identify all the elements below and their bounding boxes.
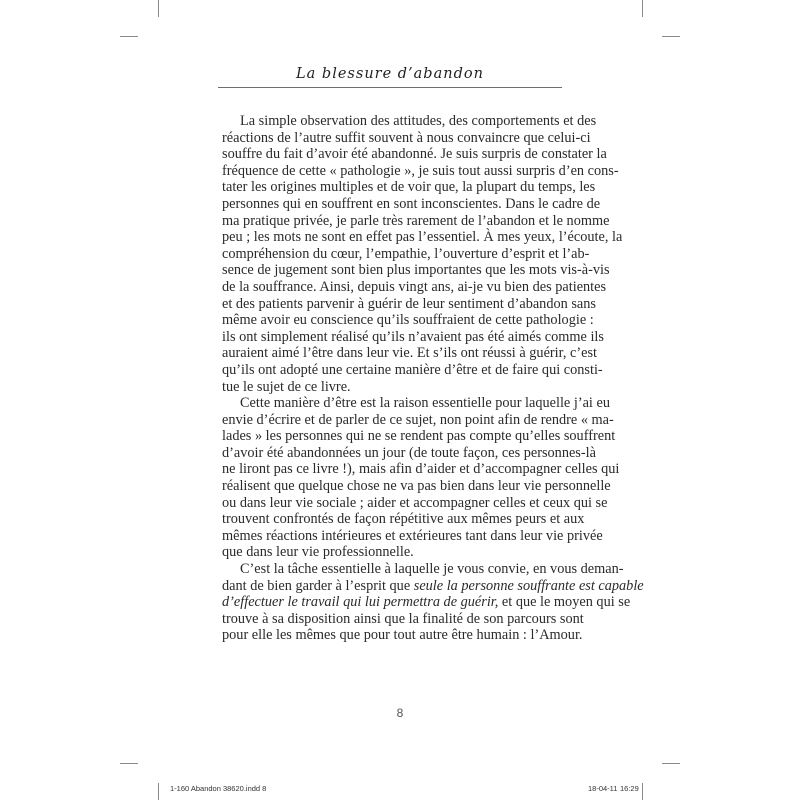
header-rule (218, 87, 562, 88)
text-line (222, 594, 631, 611)
text-line: auraient aimé l’être dans leur vie. Et s’ils ont réussi à guérir, c’est (222, 345, 597, 362)
body-text (222, 113, 644, 644)
text-line: pour elle les mêmes que pour tout autre être humain : l’Amour. (222, 627, 583, 644)
text-line: ma pratique privée, je parle très rarement de l’abandon et le nomme (222, 212, 610, 229)
text-line: Cette manière d’être est la raison essentielle pour laquelle j’ai eu (240, 395, 610, 412)
paragraph-2 (222, 395, 620, 561)
page-number: 8 (396, 706, 404, 720)
text-line (222, 577, 644, 595)
crop-mark-bottom-right-horizontal (662, 763, 680, 764)
crop-mark-top-right-vertical (642, 0, 643, 17)
text-line: trouve à sa disposition ainsi que la finalité de son parcours sont (222, 610, 584, 627)
text-run: et que le moyen qui se (498, 594, 631, 611)
text-line: peu ; les mots ne sont en effet pas l’essentiel. À mes yeux, l’écoute, la (222, 229, 623, 246)
text-line: C’est la tâche essentielle à laquelle je vous convie, en vous deman- (240, 561, 624, 578)
text-line: qu’ils ont adopté une certaine manière d’être et de faire qui consti- (222, 361, 603, 378)
text-line: même avoir eu conscience qu’ils souffraient de cette pathologie : (222, 312, 594, 329)
text-line: ils ont simplement réalisé qu’ils n’avaient pas été aimés comme ils (222, 328, 604, 345)
emphasis-text: d’effectuer le travail qui lui permettra de guérir, (222, 594, 499, 611)
paragraph-3 (222, 561, 644, 644)
text-line: de la souffrance. Ainsi, depuis vingt ans, ai-je vu bien des patientes (222, 278, 607, 295)
crop-mark-top-left-vertical (158, 0, 159, 17)
text-line: tater les origines multiples et de voir que, la plupart du temps, les (222, 179, 596, 196)
text-line: mêmes réactions intérieures et extérieures tant dans leur vie privée (222, 527, 603, 544)
text-line: souffre du fait d’avoir été abandonné. Je suis surpris de constater la (222, 146, 607, 163)
crop-mark-top-left-horizontal (120, 36, 138, 37)
text-line: sence de jugement sont bien plus importantes que les mots vis-à-vis (222, 262, 610, 279)
text-line: envie d’écrire et de parler de ce sujet, non point afin de rendre « ma- (222, 411, 614, 428)
text-line: tue le sujet de ce livre. (222, 378, 351, 395)
text-line: personnes qui en souffrent en sont inconscientes. Dans le cadre de (222, 195, 601, 212)
text-line: réalisent que quelque chose ne va pas bien dans leur vie personnelle (222, 478, 611, 495)
crop-mark-bottom-left-horizontal (120, 763, 138, 764)
text-line: ou dans leur vie sociale ; aider et accompagner celles et ceux qui se (222, 494, 608, 511)
slug-filename: 1-160 Abandon 38620.indd 8 (170, 784, 267, 793)
text-line: que dans leur vie professionnelle. (222, 544, 414, 561)
text-line: La simple observation des attitudes, des comportements et des (240, 113, 597, 129)
slug-bar-left (158, 783, 159, 800)
running-head: La blessure d’abandon (296, 66, 484, 82)
paragraph-1 (222, 113, 623, 395)
text-line: réactions de l’autre suffit souvent à nous convaincre que celui-ci (222, 129, 591, 146)
slug-bar-right (642, 783, 643, 800)
slug-date: 18-04-11 (588, 784, 618, 793)
text-line: trouvent confrontés de façon répétitive aux mêmes peurs et aux (222, 511, 585, 528)
slug-time: 16:29 (620, 784, 639, 793)
crop-mark-top-right-horizontal (662, 36, 680, 37)
text-run: dant de bien garder à l’esprit que (222, 577, 414, 594)
text-line: fréquence de cette « pathologie », je suis tout aussi surpris d’en cons- (222, 162, 619, 179)
text-line: compréhension du cœur, l’empathie, l’ouverture d’esprit et l’ab- (222, 245, 590, 262)
text-line: d’avoir été abandonnées un jour (de toute façon, ces personnes-là (222, 444, 596, 461)
text-line: lades » les personnes qui ne se rendent pas compte qu’elles souffrent (222, 428, 616, 445)
text-line: et des patients parvenir à guérir de leur sentiment d’abandon sans (222, 295, 596, 312)
emphasis-text: seule la personne souffrante est capable (413, 577, 644, 594)
text-line: ne liront pas ce livre !), mais afin d’aider et d’accompagner celles qui (222, 461, 620, 478)
